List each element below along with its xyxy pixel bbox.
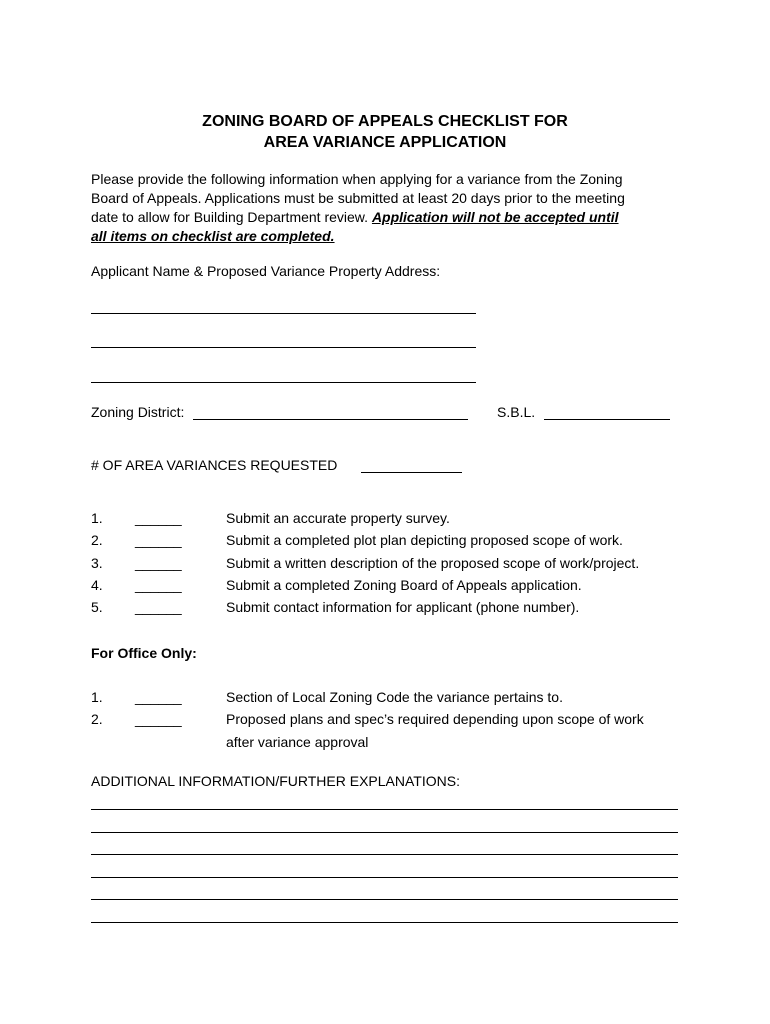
- checklist-item: Submit an accurate property survey.: [226, 510, 450, 526]
- checklist-num: 4.: [91, 577, 103, 593]
- additional-label: ADDITIONAL INFORMATION/FURTHER EXPLANATIONS:: [91, 773, 460, 789]
- additional-line-5[interactable]: [91, 899, 678, 900]
- intro-line-3: [91, 208, 619, 228]
- page-title: ZONING BOARD OF APPEALS CHECKLIST FOR: [202, 113, 568, 130]
- office-item: Section of Local Zoning Code the variance pertains to.: [226, 689, 563, 705]
- office-item-cont: after variance approval: [226, 734, 369, 750]
- intro-line-4: [91, 227, 335, 247]
- zoning-district-label: Zoning District:: [91, 404, 185, 420]
- checklist-blank[interactable]: ______: [135, 510, 182, 526]
- intro-warning: Application will not be accepted until: [371, 209, 619, 225]
- additional-line-2[interactable]: [91, 832, 678, 833]
- checklist-blank[interactable]: ______: [135, 532, 182, 548]
- variances-label: # OF AREA VARIANCES REQUESTED: [91, 457, 338, 473]
- variances-field[interactable]: [361, 472, 462, 473]
- office-heading: For Office Only:: [91, 645, 197, 661]
- page-subtitle: AREA VARIANCE APPLICATION: [263, 134, 507, 151]
- additional-line-4[interactable]: [91, 877, 678, 878]
- checklist-item: Submit a completed Zoning Board of Appeals application.: [226, 577, 582, 593]
- checklist-item: Submit a written description of the proposed scope of work/project.: [226, 555, 640, 571]
- checklist-num: 5.: [91, 599, 103, 615]
- checklist-num: 2.: [91, 532, 103, 548]
- checklist-num: 3.: [91, 555, 103, 571]
- intro-line-1: Please provide the following information when applying for a variance from the Zoning: [91, 171, 623, 187]
- applicant-field-line-2[interactable]: [91, 347, 476, 348]
- additional-line-6[interactable]: [91, 922, 678, 923]
- checklist-item: Submit a completed plot plan depicting proposed scope of work.: [226, 532, 623, 548]
- zoning-district-field[interactable]: [193, 419, 468, 420]
- sbl-label: S.B.L.: [497, 404, 536, 420]
- office-item: Proposed plans and spec’s required depending upon scope of work: [226, 711, 644, 727]
- office-num: 2.: [91, 711, 103, 727]
- checklist-num: 1.: [91, 510, 103, 526]
- applicant-label: Applicant Name & Proposed Variance Property Address:: [91, 263, 441, 279]
- additional-line-3[interactable]: [91, 854, 678, 855]
- intro-warning-cont: all items on checklist are completed.: [91, 228, 335, 244]
- intro-line-2: Board of Appeals. Applications must be submitted at least 20 days prior to the meeting: [91, 190, 625, 206]
- checklist-blank[interactable]: ______: [135, 555, 182, 571]
- sbl-field[interactable]: [544, 419, 670, 420]
- office-blank[interactable]: ______: [135, 711, 182, 727]
- additional-line-1[interactable]: [91, 809, 678, 810]
- checklist-blank[interactable]: ______: [135, 599, 182, 615]
- office-num: 1.: [91, 689, 103, 705]
- checklist-blank[interactable]: ______: [135, 577, 182, 593]
- checklist-item: Submit contact information for applicant (phone number).: [226, 599, 580, 615]
- applicant-field-line-1[interactable]: [91, 313, 476, 314]
- office-blank[interactable]: ______: [135, 689, 182, 705]
- intro-line-3-text: date to allow for Building Department review.: [91, 209, 372, 225]
- applicant-field-line-3[interactable]: [91, 382, 476, 383]
